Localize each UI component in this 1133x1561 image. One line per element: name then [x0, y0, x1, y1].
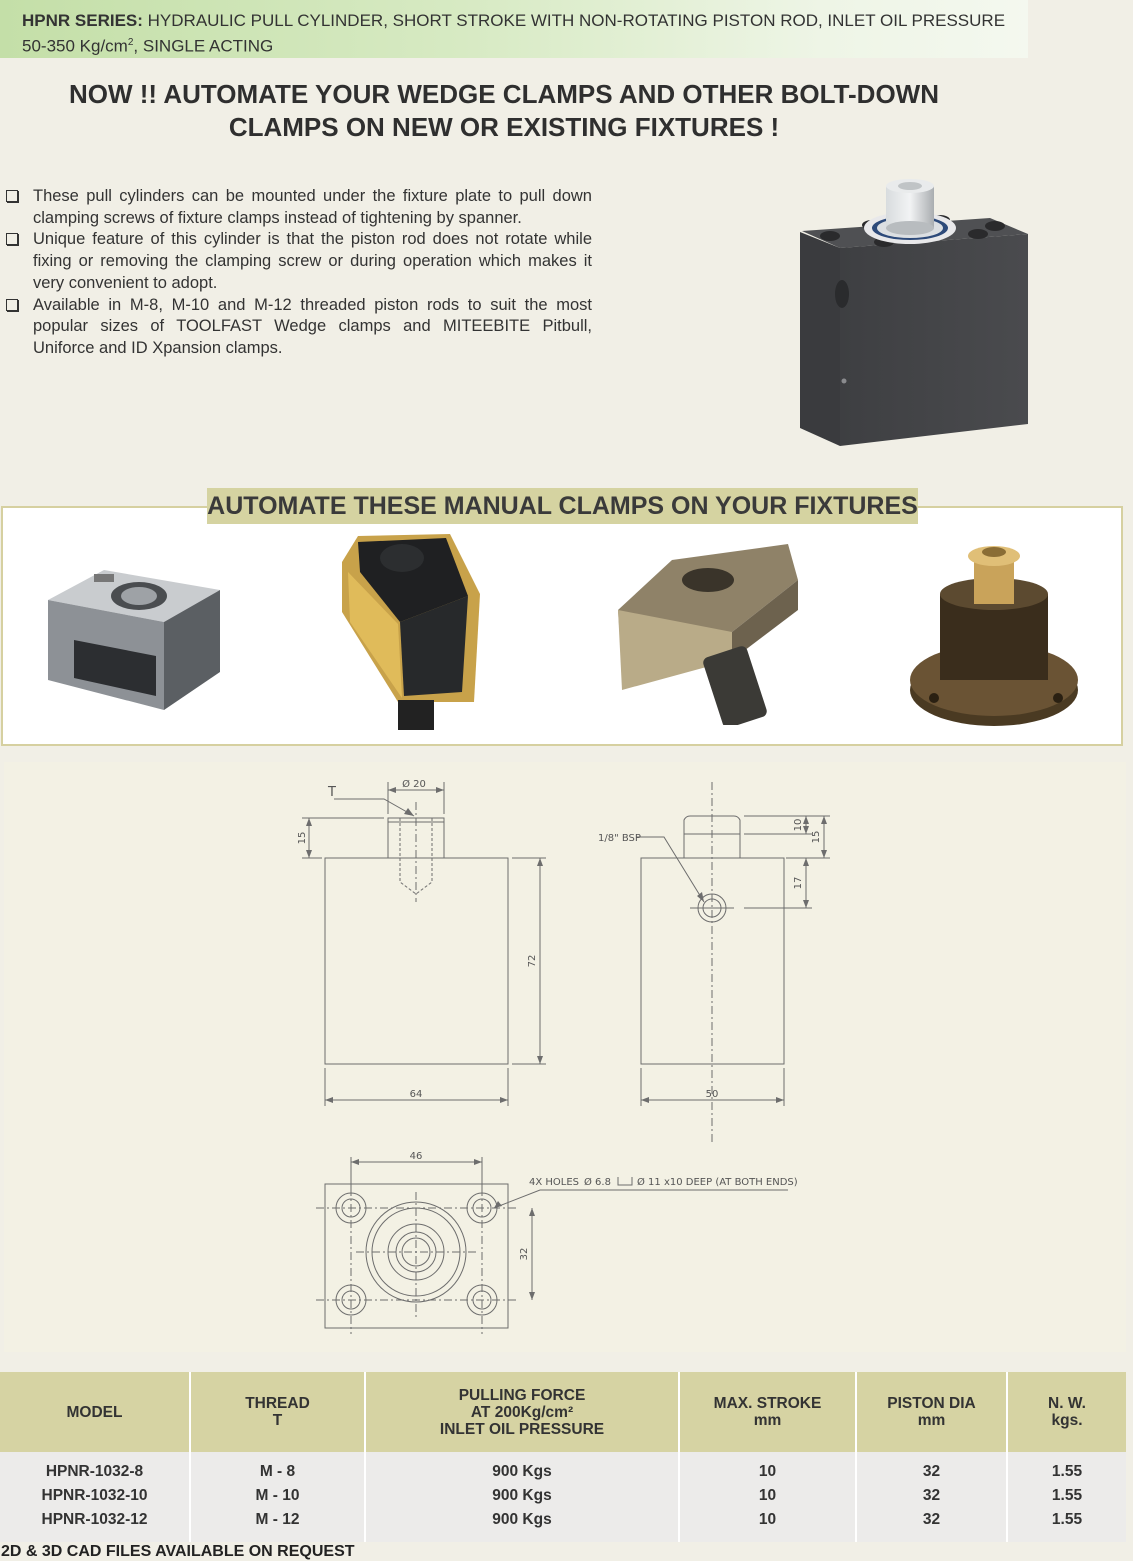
holes-note-prefix: 4X HOLES: [529, 1177, 580, 1188]
headline-line-2: CLAMPS ON NEW OR EXISTING FIXTURES !: [228, 112, 780, 142]
dim-15-label: 15: [811, 830, 822, 844]
headline-line-1: NOW !! AUTOMATE YOUR WEDGE CLAMPS AND OTHER BOLT-DOWN: [69, 79, 939, 109]
cell-thread: M - 12: [190, 1508, 365, 1542]
table-row: [0, 1452, 1126, 1484]
header-thread: THREAD T: [190, 1372, 365, 1452]
cell-pulling-force: 900 Kgs: [365, 1484, 679, 1508]
header-pulling-force: PULLING FORCE AT 200Kg/cm² INLET OIL PRESSURE: [365, 1372, 679, 1452]
series-description: HYDRAULIC PULL CYLINDER, SHORT STROKE WITH NON-ROTATING PISTON ROD, INLET OIL PRESSURE: [147, 11, 1006, 30]
cell-max-stroke: 10: [679, 1508, 856, 1542]
feature-text: Available in M-8, M-10 and M-12 threaded piston rods to suit the most popular sizes of TOOLFAST Wedge clamps and MITEEBITE Pitbull, Uniforce and ID Xpansion clamps.: [33, 295, 592, 357]
side-width-label: 50: [705, 1089, 719, 1100]
series-header: [0, 0, 1028, 58]
pressure-unit-superscript: 2: [127, 37, 134, 48]
feature-text: These pull cylinders can be mounted under the fixture plate to pull down clamping screws of fixture clamps instead of tightening by spanner.: [33, 187, 592, 227]
cell-pulling-force: 900 Kgs: [365, 1508, 679, 1542]
cell-model: HPNR-1032-12: [0, 1508, 190, 1542]
counterbore-symbol-icon: [618, 1177, 632, 1185]
table-header-row: [0, 1372, 1126, 1452]
table-row: [0, 1484, 1126, 1508]
dim-17-label: 17: [793, 876, 804, 890]
header-piston-dia: PISTON DIA mm: [856, 1372, 1007, 1452]
cell-model: HPNR-1032-8: [0, 1452, 190, 1484]
dimension-drawing: [4, 762, 1126, 1352]
cell-net-weight: 1.55: [1007, 1508, 1126, 1542]
holes-note-counterbore: Ø 11 x10 DEEP (AT BOTH ENDS): [637, 1177, 798, 1188]
cell-piston-dia: 32: [856, 1484, 1007, 1508]
header-model: MODEL: [0, 1372, 190, 1452]
acting-type: , SINGLE ACTING: [133, 36, 274, 56]
cell-piston-dia: 32: [856, 1508, 1007, 1542]
series-label: HPNR SERIES:: [22, 11, 143, 30]
front-width-label: 64: [409, 1089, 423, 1100]
cell-net-weight: 1.55: [1007, 1484, 1126, 1508]
header-max-stroke: MAX. STROKE mm: [679, 1372, 856, 1452]
page-headline: [0, 78, 1008, 144]
cad-files-footnote: 2D & 3D CAD FILES AVAILABLE ON REQUEST: [1, 1543, 355, 1560]
cell-thread: M - 10: [190, 1484, 365, 1508]
feature-list: [6, 186, 592, 360]
series-header-text: [22, 10, 1022, 58]
pressure-range: 50-350 Kg/cm: [22, 36, 128, 56]
cell-max-stroke: 10: [679, 1484, 856, 1508]
feature-item: [6, 186, 592, 229]
cell-piston-dia: 32: [856, 1452, 1007, 1484]
rod-diameter-label: Ø 20: [402, 779, 426, 790]
pull-cylinder-photo: [790, 176, 1040, 466]
body-height-label: 72: [527, 954, 538, 968]
hole-spacing-x-label: 46: [409, 1151, 423, 1162]
table-row: [0, 1508, 1126, 1542]
holes-note-drill: Ø 6.8: [584, 1177, 611, 1188]
cell-max-stroke: 10: [679, 1452, 856, 1484]
dimension-drawing-svg: [4, 762, 1126, 1352]
feature-item: [6, 229, 592, 294]
expansion-clamp-photo: [908, 530, 1080, 728]
manual-clamps-title: AUTOMATE THESE MANUAL CLAMPS ON YOUR FIXTURES: [207, 488, 918, 524]
brass-wedge-clamp-photo: [338, 532, 488, 737]
cell-pulling-force: 900 Kgs: [365, 1452, 679, 1484]
header-net-weight: N. W. kgs.: [1007, 1372, 1126, 1452]
checkbox-bullet-icon: [6, 233, 18, 245]
bsp-port-label: 1/8" BSP: [598, 833, 641, 844]
checkbox-bullet-icon: [6, 299, 18, 311]
cell-thread: M - 8: [190, 1452, 365, 1484]
hole-spacing-y-label: 32: [519, 1247, 530, 1261]
feature-item: [6, 295, 592, 360]
cell-net-weight: 1.55: [1007, 1452, 1126, 1484]
wedge-clamp-photo: [44, 560, 224, 715]
checkbox-bullet-icon: [6, 190, 18, 202]
dim-10-label: 10: [793, 818, 804, 832]
thread-label: T: [328, 785, 336, 800]
rod-height-label: 15: [297, 831, 308, 845]
feature-text: Unique feature of this cylinder is that the piston rod does not rotate while fixing or removing the clamping screw or during operation which makes it very convenient to adopt.: [33, 230, 592, 292]
cell-model: HPNR-1032-10: [0, 1484, 190, 1508]
edge-clamp-photo: [612, 540, 802, 725]
spec-table: [0, 1372, 1126, 1542]
